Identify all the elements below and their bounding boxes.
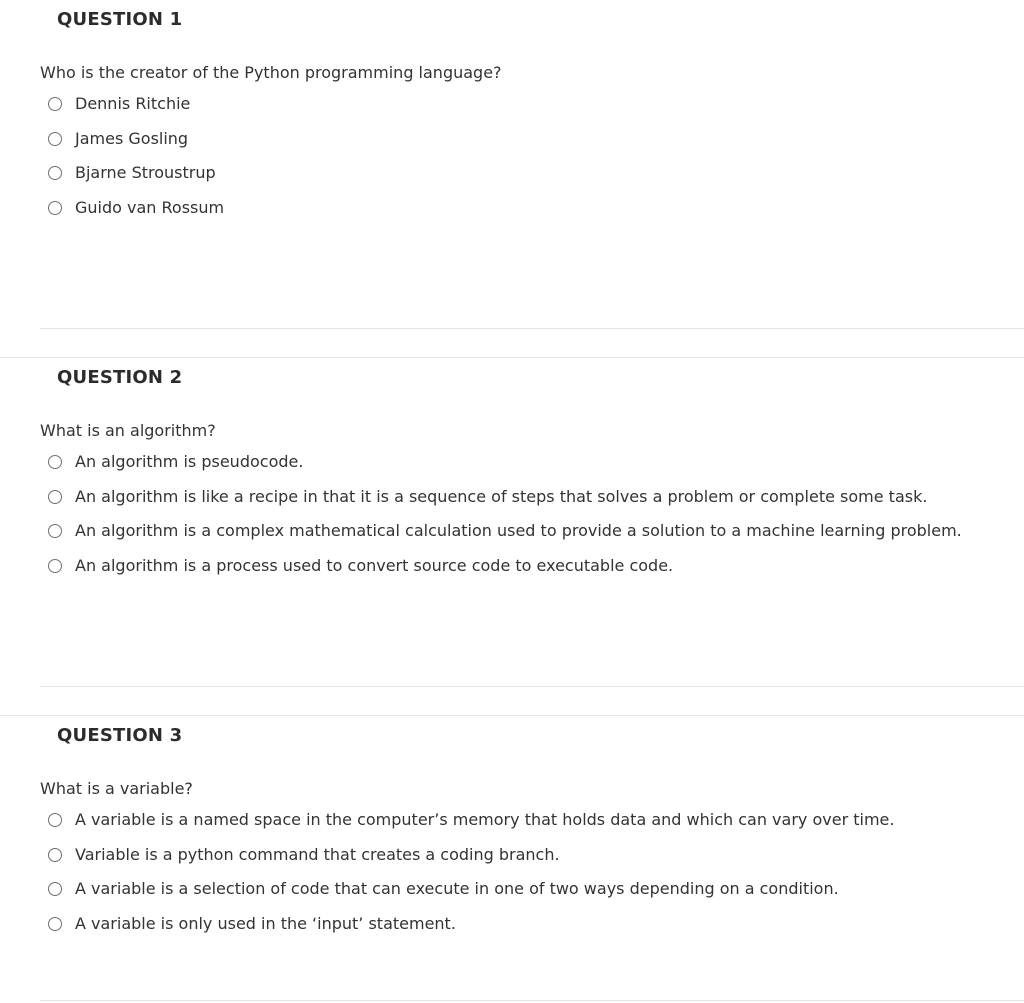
question-3-text: What is a variable? — [40, 779, 193, 798]
question-1-option-4[interactable] — [48, 197, 224, 219]
radio-unselected-icon[interactable] — [48, 97, 62, 111]
radio-unselected-icon[interactable] — [48, 490, 62, 504]
option-label[interactable]: A variable is a named space in the computer’s memory that holds data and which can vary over time. — [75, 810, 895, 829]
question-3-options — [48, 809, 894, 947]
question-3-divider — [40, 1000, 1024, 1001]
question-3-option-1[interactable] — [48, 809, 894, 831]
question-1-option-3[interactable] — [48, 162, 224, 184]
question-3-option-3[interactable] — [48, 878, 894, 900]
option-label[interactable]: Variable is a python command that creates a coding branch. — [75, 844, 560, 864]
option-label[interactable]: Guido van Rossum — [75, 197, 225, 217]
question-3-option-2[interactable] — [48, 844, 894, 866]
question-2-title: QUESTION 2 — [57, 367, 183, 388]
option-label[interactable]: Dennis Ritchie — [75, 94, 191, 113]
radio-unselected-icon[interactable] — [48, 132, 62, 146]
question-3-title: QUESTION 3 — [57, 725, 183, 746]
question-1-text: Who is the creator of the Python programming language? — [40, 63, 502, 82]
question-1-option-1[interactable] — [48, 93, 224, 115]
question-2-option-3[interactable] — [48, 520, 962, 542]
question-1-title: QUESTION 1 — [57, 9, 183, 30]
radio-unselected-icon[interactable] — [48, 524, 62, 538]
question-1-options — [48, 93, 224, 231]
radio-unselected-icon[interactable] — [48, 917, 62, 931]
option-label[interactable]: A variable is a selection of code that can execute in one of two ways depending on a condition. — [75, 879, 839, 898]
option-label[interactable]: An algorithm is like a recipe in that it is a sequence of steps that solves a problem or complete some task. — [75, 486, 928, 506]
option-label[interactable]: An algorithm is pseudocode. — [75, 452, 304, 471]
option-label[interactable]: Bjarne Stroustrup — [75, 163, 216, 182]
radio-unselected-icon[interactable] — [48, 813, 62, 827]
question-2-divider — [40, 686, 1024, 687]
radio-unselected-icon[interactable] — [48, 559, 62, 573]
question-2-text: What is an algorithm? — [40, 421, 216, 440]
radio-unselected-icon[interactable] — [48, 848, 62, 862]
question-2-option-1[interactable] — [48, 451, 962, 473]
question-2-option-2[interactable] — [48, 486, 962, 508]
radio-unselected-icon[interactable] — [48, 455, 62, 469]
option-label[interactable]: A variable is only used in the ‘input’ statement. — [75, 913, 456, 933]
option-label[interactable]: James Gosling — [75, 128, 189, 148]
question-1-option-2[interactable] — [48, 128, 224, 150]
section-divider — [0, 357, 1024, 358]
section-divider — [0, 715, 1024, 716]
radio-unselected-icon[interactable] — [48, 201, 62, 215]
radio-unselected-icon[interactable] — [48, 166, 62, 180]
radio-unselected-icon[interactable] — [48, 882, 62, 896]
option-label[interactable]: An algorithm is a complex mathematical calculation used to provide a solution to a machine learning problem. — [75, 521, 962, 540]
question-3-option-4[interactable] — [48, 913, 894, 935]
question-1-divider — [40, 328, 1024, 329]
question-2-option-4[interactable] — [48, 555, 962, 577]
option-label[interactable]: An algorithm is a process used to convert source code to executable code. — [75, 555, 674, 575]
question-2-options — [48, 451, 962, 589]
